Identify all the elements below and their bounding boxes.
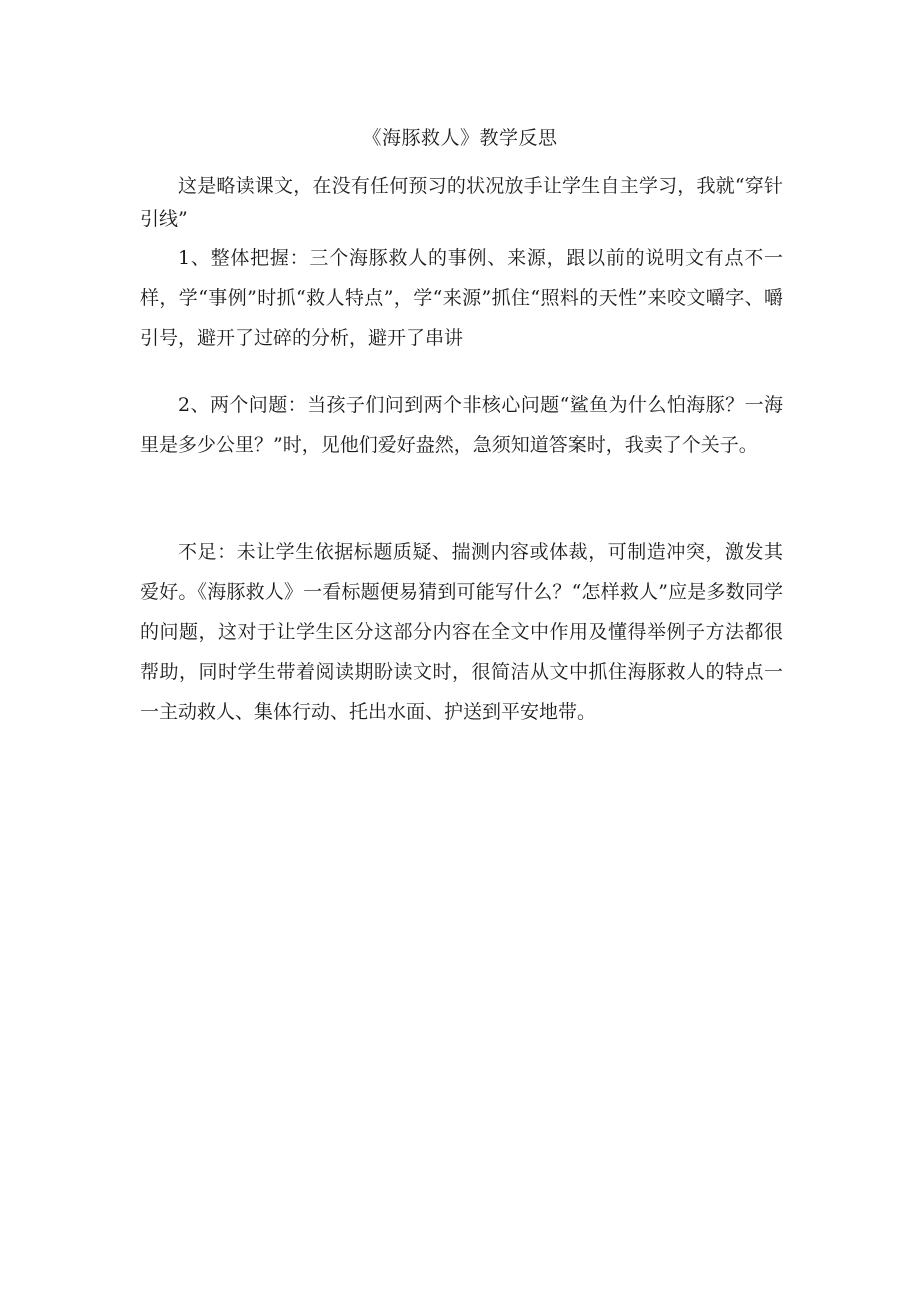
paragraph-shortcomings: 不足：未让学生依据标题质疑、揣测内容或体裁，可制造冲突，激发其爱好。《海豚救人》一看标题便易猜到可能写什么？“怎样救人”应是多数同学的问题，这对于让学生区分这部分内容在全文中作用及懂得举例子方法都很帮助，同时学生带着阅读期盼读文时，很简洁从文中抓住海豚救人的特点一一主动救人、集体行动、托出水面、护送到平安地带。 bbox=[140, 541, 783, 723]
paragraph-point-1: 1、整体把握：三个海豚救人的事例、来源，跟以前的说明文有点不一样，学“事例”时抓“救人特点”，学“来源”抓住“照料的天性”来咬文嚼字、嚼引号，避开了过碎的分析，避开了串讲 bbox=[140, 247, 783, 349]
document-title: 《海豚救人》教学反思 bbox=[362, 127, 558, 149]
paragraph-point-2: 2、两个问题：当孩子们问到两个非核心问题“鲨鱼为什么怕海豚？一海里是多少公里？”时，见他们爱好盎然，急须知道答案时，我卖了个关子。 bbox=[140, 394, 783, 456]
paragraph-intro: 这是略读课文，在没有任何预习的状况放手让学生自主学习，我就“穿针引线” bbox=[140, 175, 783, 230]
